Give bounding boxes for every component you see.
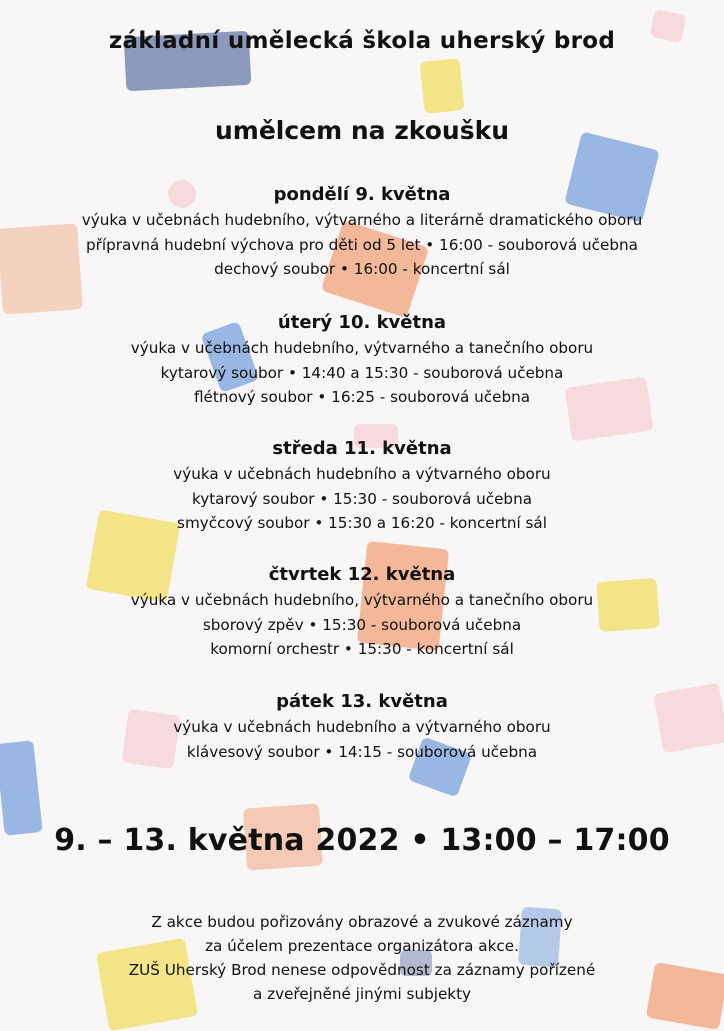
day-heading: pondělí 9. května [273,184,451,205]
schedule-line: výuka v učebnách hudebního, výtvarného a literárně dramatického oboru [81,211,643,229]
schedule-line: výuka v učebnách hudebního, výtvarného a tanečního oboru [130,339,594,357]
day-block-monday [0,181,724,282]
decorative-shape [419,58,464,114]
day-block-thursday [0,561,724,662]
day-heading: pátek 13. května [276,691,448,712]
schedule-line: flétnový soubor • 16:25 - souborová učebna [193,388,531,406]
event-date-range: 9. – 13. května 2022 • 13:00 – 17:00 [54,823,670,858]
schedule-line: výuka v učebnách hudebního a výtvarného oboru [173,718,551,736]
recording-notice [0,910,724,1006]
schedule-line: dechový soubor • 16:00 - koncertní sál [214,260,510,278]
day-block-tuesday [0,309,724,410]
day-heading: čtvrtek 12. května [268,564,456,585]
notice-line: a zveřejněné jinými subjekty [252,985,472,1003]
event-title: umělcem na zkoušku [214,116,510,145]
day-heading: středa 11. května [272,438,452,459]
schedule-line: výuka v učebnách hudebního a výtvarného oboru [173,465,551,483]
schedule-line: smyčcový soubor • 15:30 a 16:20 - koncertní sál [177,514,547,532]
notice-line: ZUŠ Uherský Brod nenese odpovědnost za záznamy pořízené [128,961,596,979]
notice-line: za účelem prezentace organizátora akce. [205,937,519,955]
day-block-wednesday [0,435,724,536]
day-block-friday [0,688,724,764]
school-name: základní umělecká škola uherský brod [108,28,616,54]
schedule-line: kytarový soubor • 14:40 a 15:30 - souborová učebna [160,363,564,382]
schedule-line: výuka v učebnách hudebního, výtvarného a tanečního oboru [130,591,594,609]
schedule-line: klávesový soubor • 14:15 - souborová učebna [186,742,538,761]
schedule-line: kytarový soubor • 15:30 - souborová učebna [191,489,532,508]
schedule-line: sborový zpěv • 15:30 - souborová učebna [202,615,522,634]
schedule-line: komorní orchestr • 15:30 - koncertní sál [210,640,514,658]
schedule-line: přípravná hudební výchova pro děti od 5 let • 16:00 - souborová učebna [86,235,638,254]
day-heading: úterý 10. května [277,312,447,333]
notice-line: Z akce budou pořizovány obrazové a zvukové záznamy [151,913,573,931]
